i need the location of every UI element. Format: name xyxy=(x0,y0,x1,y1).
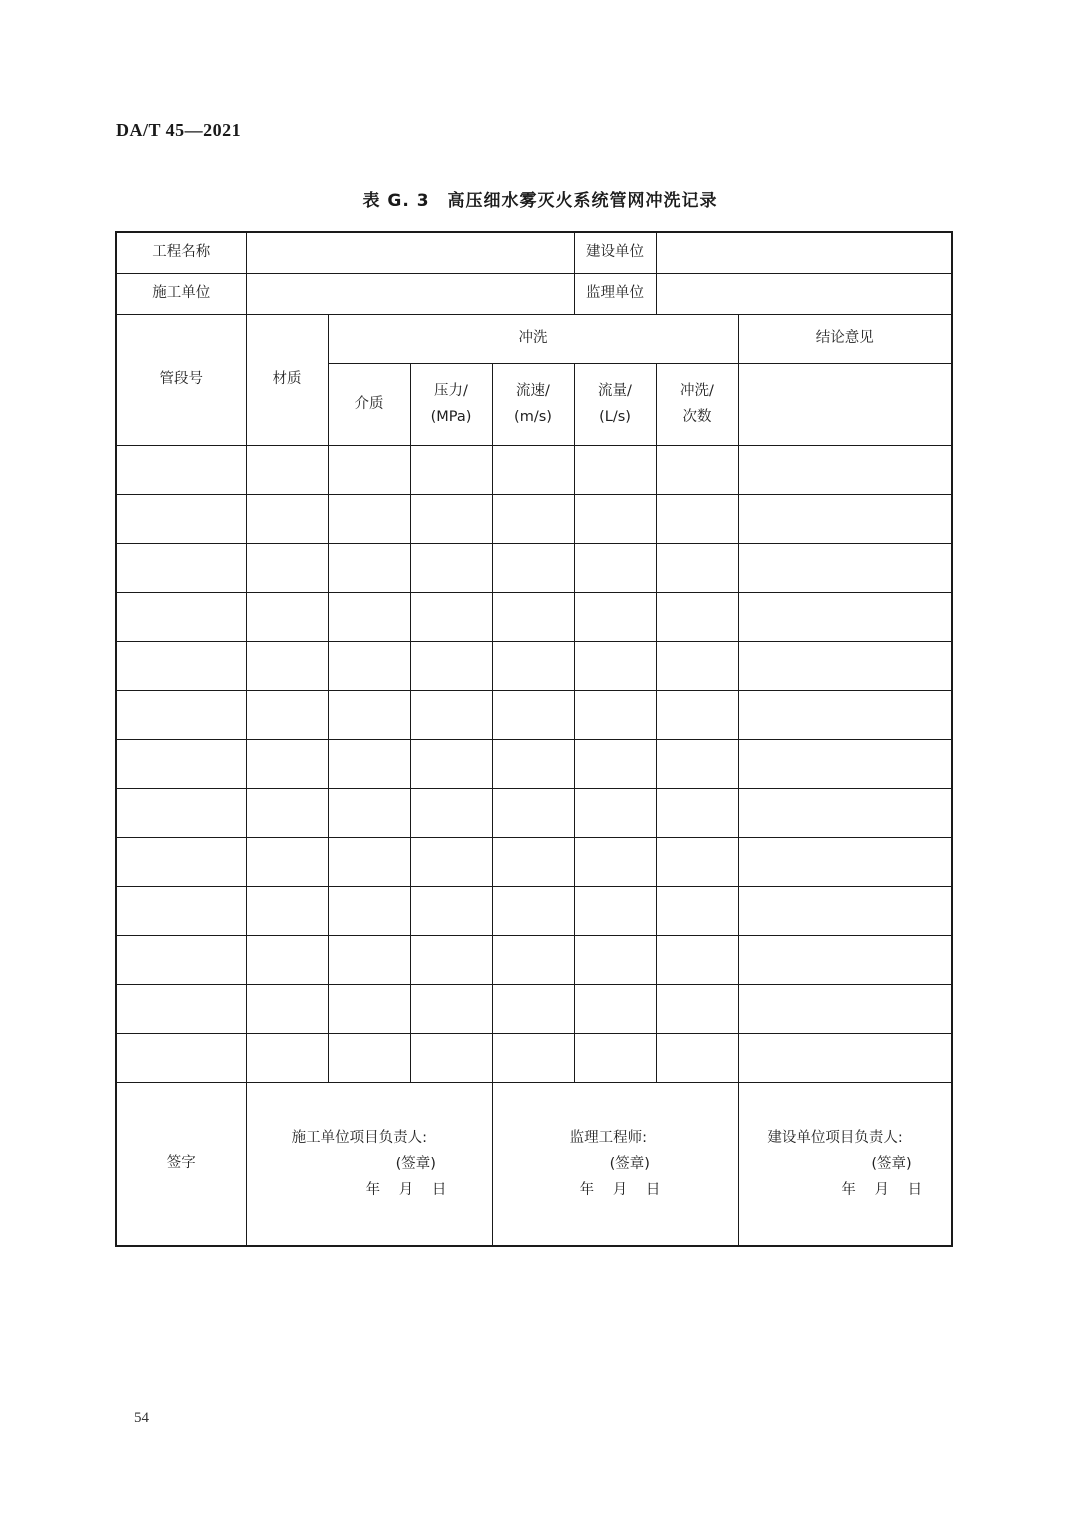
flow-cell[interactable] xyxy=(574,740,656,789)
construction-owner-field[interactable] xyxy=(656,232,952,274)
table-row xyxy=(116,544,952,593)
medium-cell[interactable] xyxy=(328,838,410,887)
pressure-cell[interactable] xyxy=(410,446,492,495)
conclusion-cell[interactable] xyxy=(738,887,952,936)
conclusion-cell[interactable] xyxy=(738,936,952,985)
flow-cell[interactable] xyxy=(574,544,656,593)
info-row xyxy=(116,274,952,315)
medium-cell[interactable] xyxy=(328,544,410,593)
table-row xyxy=(116,789,952,838)
col-header-times xyxy=(656,364,738,446)
medium-cell[interactable] xyxy=(328,887,410,936)
conclusion-cell[interactable] xyxy=(738,985,952,1034)
flow-cell[interactable] xyxy=(574,691,656,740)
pressure-cell[interactable] xyxy=(410,789,492,838)
medium-cell[interactable] xyxy=(328,985,410,1034)
signature-contractor[interactable] xyxy=(246,1083,492,1247)
pressure-cell[interactable] xyxy=(410,1034,492,1083)
project-name-field[interactable] xyxy=(246,232,574,274)
velocity-cell[interactable] xyxy=(492,887,574,936)
pressure-cell[interactable] xyxy=(410,495,492,544)
col-header-conclusion: 结论意见 xyxy=(738,315,952,364)
material-cell[interactable] xyxy=(246,544,328,593)
table-row xyxy=(116,838,952,887)
conclusion-cell[interactable] xyxy=(738,642,952,691)
table-row xyxy=(116,1034,952,1083)
times-cell[interactable] xyxy=(656,1034,738,1083)
segment-cell[interactable] xyxy=(116,1034,246,1083)
date-text: 年 月 日 xyxy=(841,1181,923,1198)
velocity-label: 流速/ xyxy=(516,383,550,400)
velocity-cell[interactable] xyxy=(492,544,574,593)
pressure-cell[interactable] xyxy=(410,887,492,936)
flow-cell[interactable] xyxy=(574,495,656,544)
segment-cell[interactable] xyxy=(116,691,246,740)
supervisor-unit-label: 监理单位 xyxy=(574,274,656,315)
velocity-cell[interactable] xyxy=(492,838,574,887)
pressure-cell[interactable] xyxy=(410,544,492,593)
material-cell[interactable] xyxy=(246,985,328,1034)
segment-cell[interactable] xyxy=(116,936,246,985)
velocity-cell[interactable] xyxy=(492,936,574,985)
table-row xyxy=(116,495,952,544)
segment-cell[interactable] xyxy=(116,495,246,544)
segment-cell[interactable] xyxy=(116,985,246,1034)
signature-label: 签字 xyxy=(116,1083,246,1247)
col-header-flushing: 冲洗 xyxy=(328,315,738,364)
col-header-velocity xyxy=(492,364,574,446)
table-row xyxy=(116,446,952,495)
segment-cell[interactable] xyxy=(116,887,246,936)
velocity-cell[interactable] xyxy=(492,985,574,1034)
times-cell[interactable] xyxy=(656,495,738,544)
contractor-field[interactable] xyxy=(246,274,574,315)
material-cell[interactable] xyxy=(246,887,328,936)
pressure-cell[interactable] xyxy=(410,985,492,1034)
velocity-cell[interactable] xyxy=(492,789,574,838)
material-cell[interactable] xyxy=(246,1034,328,1083)
medium-cell[interactable] xyxy=(328,495,410,544)
signature-row xyxy=(116,1083,952,1247)
medium-cell[interactable] xyxy=(328,789,410,838)
date-text: 年 月 日 xyxy=(365,1181,447,1198)
medium-cell[interactable] xyxy=(328,740,410,789)
material-cell[interactable] xyxy=(246,593,328,642)
material-cell[interactable] xyxy=(246,838,328,887)
seal-text: (签章) xyxy=(395,1155,436,1172)
table-row xyxy=(116,985,952,1034)
velocity-cell[interactable] xyxy=(492,593,574,642)
velocity-cell[interactable] xyxy=(492,1034,574,1083)
pressure-cell[interactable] xyxy=(410,936,492,985)
medium-cell[interactable] xyxy=(328,446,410,495)
pressure-label: 压力/ xyxy=(434,383,468,400)
times-cell[interactable] xyxy=(656,691,738,740)
material-cell[interactable] xyxy=(246,691,328,740)
material-cell[interactable] xyxy=(246,446,328,495)
times-cell[interactable] xyxy=(656,789,738,838)
conclusion-cell[interactable] xyxy=(738,691,952,740)
flow-cell[interactable] xyxy=(574,985,656,1034)
flow-cell[interactable] xyxy=(574,446,656,495)
signature-block xyxy=(767,1125,922,1203)
flow-cell[interactable] xyxy=(574,838,656,887)
signatory-title: 建设单位项目负责人: xyxy=(767,1129,903,1146)
material-cell[interactable] xyxy=(246,936,328,985)
conclusion-cell[interactable] xyxy=(738,446,952,495)
signature-block xyxy=(292,1125,447,1203)
pressure-cell[interactable] xyxy=(410,838,492,887)
flow-cell[interactable] xyxy=(574,789,656,838)
conclusion-cell[interactable] xyxy=(738,495,952,544)
col-header-pressure xyxy=(410,364,492,446)
pressure-cell[interactable] xyxy=(410,593,492,642)
signature-owner[interactable] xyxy=(738,1083,952,1247)
flow-cell[interactable] xyxy=(574,887,656,936)
table-row xyxy=(116,740,952,789)
table-title: 高压细水雾灭火系统管网冲洗记录 xyxy=(447,191,718,211)
conclusion-cell[interactable] xyxy=(738,789,952,838)
document-code: DA/T 45—2021 xyxy=(116,120,242,140)
velocity-cell[interactable] xyxy=(492,642,574,691)
signature-block xyxy=(570,1125,661,1203)
material-cell[interactable] xyxy=(246,789,328,838)
flushing-record-table xyxy=(115,231,953,1247)
info-row xyxy=(116,232,952,274)
col-header-segment: 管段号 xyxy=(116,315,246,446)
contractor-label: 施工单位 xyxy=(116,274,246,315)
velocity-cell[interactable] xyxy=(492,691,574,740)
signature-supervisor[interactable] xyxy=(492,1083,738,1247)
times-cell[interactable] xyxy=(656,593,738,642)
col-header-material: 材质 xyxy=(246,315,328,446)
material-cell[interactable] xyxy=(246,740,328,789)
page-number: 54 xyxy=(134,1410,149,1426)
velocity-cell[interactable] xyxy=(492,446,574,495)
times-cell[interactable] xyxy=(656,642,738,691)
times-cell[interactable] xyxy=(656,985,738,1034)
times-cell[interactable] xyxy=(656,544,738,593)
supervisor-unit-field[interactable] xyxy=(656,274,952,315)
table-number: 表 G. 3 xyxy=(362,191,430,211)
medium-cell[interactable] xyxy=(328,936,410,985)
table-row xyxy=(116,691,952,740)
col-header-medium: 介质 xyxy=(328,364,410,446)
table-row xyxy=(116,642,952,691)
medium-cell[interactable] xyxy=(328,642,410,691)
flow-unit: (L/s) xyxy=(599,408,631,425)
construction-owner-label: 建设单位 xyxy=(574,232,656,274)
flow-label: 流量/ xyxy=(598,383,632,400)
times-cell[interactable] xyxy=(656,936,738,985)
segment-cell[interactable] xyxy=(116,593,246,642)
seal-text: (签章) xyxy=(871,1155,912,1172)
table-row xyxy=(116,936,952,985)
segment-cell[interactable] xyxy=(116,446,246,495)
times-cell[interactable] xyxy=(656,838,738,887)
date-text: 年 月 日 xyxy=(579,1181,661,1198)
col-header-flow xyxy=(574,364,656,446)
conclusion-cell[interactable] xyxy=(738,593,952,642)
flow-cell[interactable] xyxy=(574,936,656,985)
conclusion-cell[interactable] xyxy=(738,838,952,887)
conclusion-cell[interactable] xyxy=(738,544,952,593)
project-name-label: 工程名称 xyxy=(116,232,246,274)
times-cell[interactable] xyxy=(656,446,738,495)
flow-cell[interactable] xyxy=(574,642,656,691)
table-caption xyxy=(0,186,1080,211)
segment-cell[interactable] xyxy=(116,544,246,593)
flow-cell[interactable] xyxy=(574,1034,656,1083)
segment-cell[interactable] xyxy=(116,838,246,887)
medium-cell[interactable] xyxy=(328,1034,410,1083)
segment-cell[interactable] xyxy=(116,740,246,789)
times-label: 冲洗/ xyxy=(680,383,714,400)
segment-cell[interactable] xyxy=(116,789,246,838)
times-cell[interactable] xyxy=(656,740,738,789)
medium-cell[interactable] xyxy=(328,691,410,740)
velocity-cell[interactable] xyxy=(492,740,574,789)
medium-cell[interactable] xyxy=(328,593,410,642)
signatory-title: 施工单位项目负责人: xyxy=(291,1129,428,1146)
pressure-unit: (MPa) xyxy=(430,408,472,425)
pressure-cell[interactable] xyxy=(410,642,492,691)
table-row xyxy=(116,593,952,642)
flow-cell[interactable] xyxy=(574,593,656,642)
pressure-cell[interactable] xyxy=(410,691,492,740)
conclusion-cell[interactable] xyxy=(738,740,952,789)
data-rows xyxy=(116,446,952,1083)
material-cell[interactable] xyxy=(246,642,328,691)
times-unit: 次数 xyxy=(682,408,712,425)
material-cell[interactable] xyxy=(246,495,328,544)
pressure-cell[interactable] xyxy=(410,740,492,789)
conclusion-cell[interactable] xyxy=(738,364,952,446)
table-row xyxy=(116,887,952,936)
signatory-title: 监理工程师: xyxy=(569,1129,648,1146)
velocity-unit: (m/s) xyxy=(514,408,552,425)
times-cell[interactable] xyxy=(656,887,738,936)
conclusion-cell[interactable] xyxy=(738,1034,952,1083)
header-row-1 xyxy=(116,315,952,364)
segment-cell[interactable] xyxy=(116,642,246,691)
seal-text: (签章) xyxy=(609,1155,650,1172)
velocity-cell[interactable] xyxy=(492,495,574,544)
